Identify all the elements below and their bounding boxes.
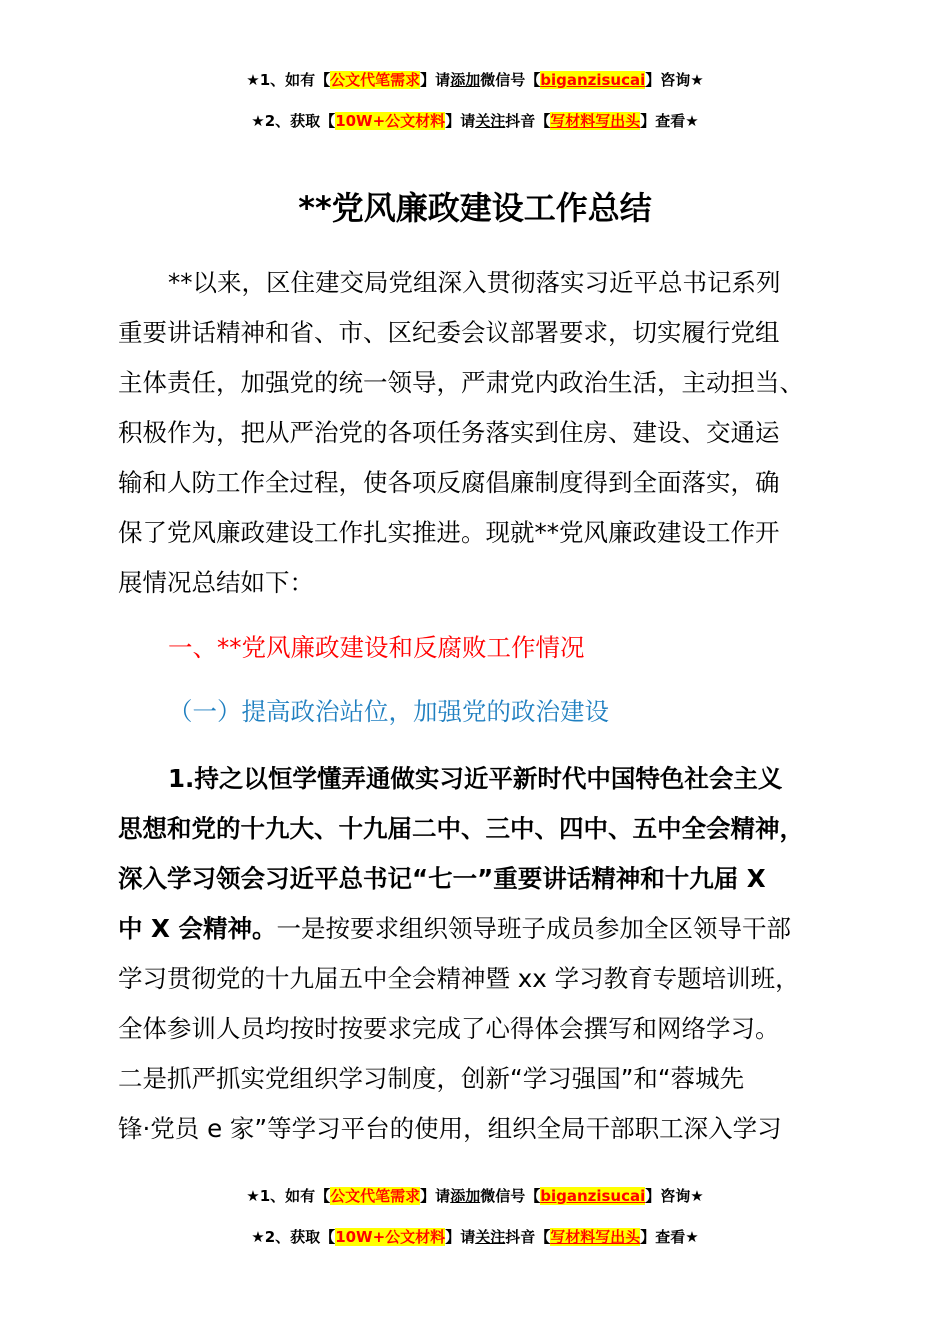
paragraph-line: 重要讲话精神和省、市、区纪委会议部署要求，切实履行党组 <box>118 318 780 347</box>
promo-highlight: 公文代笔需求 <box>330 1187 421 1205</box>
promo-underlined: 关注 <box>475 1228 506 1246</box>
paragraph-line: 主体责任，加强党的统一领导，严肃党内政治生活，主动担当、 <box>118 368 804 397</box>
promo-highlight: 10W+公文材料 <box>335 112 446 130</box>
promo-text: 】请 <box>445 112 476 130</box>
promo-highlight: 10W+公文材料 <box>335 1228 446 1246</box>
paragraph-line: 保了党风廉政建设工作扎实推进。现就**党风廉政建设工作开 <box>118 518 780 547</box>
footer-promo-line-1 <box>0 1186 950 1206</box>
footer-promo-line-2 <box>0 1227 950 1247</box>
paragraph-line: 二是抓严抓实党组织学习制度，创新“学习强国”和“蓉城先 <box>118 1064 745 1093</box>
section-heading-level-2: （一）提高政治站位，加强党的政治建设 <box>168 697 609 726</box>
paragraph-line: **以来，区住建交局党组深入贯彻落实习近平总书记系列 <box>168 268 781 297</box>
promo-douyin-id: 写材料写出头 <box>550 112 641 130</box>
promo-wechat-id: biganzisucai <box>540 71 646 89</box>
paragraph-line-bold: 思想和党的十九大、十九届二中、三中、四中、五中全会精神， <box>118 814 804 843</box>
promo-text: 】请 <box>420 1187 451 1205</box>
paragraph-line-mixed <box>118 904 842 954</box>
promo-text: 抖音【 <box>505 1228 551 1246</box>
normal-tail: 一是按要求组织领导班子成员参加全区领导干部 <box>276 914 791 943</box>
promo-prefix: ★1、如有【 <box>246 1187 331 1205</box>
section-heading-level-1: 一、**党风廉政建设和反腐败工作情况 <box>168 633 585 662</box>
promo-suffix: 】咨询★ <box>645 71 704 89</box>
header-promo-line-1 <box>0 70 950 90</box>
paragraph-line: 锋·党员 e 家”等学习平台的使用，组织全局干部职工深入学习 <box>118 1114 782 1143</box>
bold-tail: 中 X 会精神。 <box>118 914 277 943</box>
promo-text: 】请 <box>445 1228 476 1246</box>
paragraph-line: 积极作为，把从严治党的各项任务落实到住房、建设、交通运 <box>118 418 780 447</box>
promo-wechat-id: biganzisucai <box>540 1187 646 1205</box>
header-promo-line-2 <box>0 111 950 131</box>
paragraph-line: 输和人防工作全过程，使各项反腐倡廉制度得到全面落实，确 <box>118 468 780 497</box>
section-1-paragraph <box>118 754 842 1154</box>
promo-text: 微信号【 <box>480 1187 541 1205</box>
promo-prefix: ★2、获取【 <box>251 1228 336 1246</box>
promo-underlined: 关注 <box>475 112 506 130</box>
intro-paragraph <box>118 258 842 608</box>
paragraph-line-bold: 深入学习领会习近平总书记“七一”重要讲话精神和十九届 X <box>118 864 766 893</box>
paragraph-line: 展情况总结如下： <box>118 568 314 597</box>
promo-suffix: 】查看★ <box>640 1228 699 1246</box>
promo-prefix: ★2、获取【 <box>251 112 336 130</box>
paragraph-line: 学习贯彻党的十九届五中全会精神暨 xx 学习教育专题培训班， <box>118 964 800 993</box>
promo-douyin-id: 写材料写出头 <box>550 1228 641 1246</box>
promo-underlined: 添加 <box>450 71 481 89</box>
promo-highlight: 公文代笔需求 <box>330 71 421 89</box>
promo-text: 微信号【 <box>480 71 541 89</box>
paragraph-line-bold: 1.持之以恒学懂弄通做实习近平新时代中国特色社会主义 <box>168 764 783 793</box>
promo-underlined: 添加 <box>450 1187 481 1205</box>
promo-suffix: 】查看★ <box>640 112 699 130</box>
promo-suffix: 】咨询★ <box>645 1187 704 1205</box>
document-title: **党风廉政建设工作总结 <box>298 189 652 227</box>
promo-text: 抖音【 <box>505 112 551 130</box>
promo-text: 】请 <box>420 71 451 89</box>
paragraph-line: 全体参训人员均按时按要求完成了心得体会撰写和网络学习。 <box>118 1014 780 1043</box>
promo-prefix: ★1、如有【 <box>246 71 331 89</box>
